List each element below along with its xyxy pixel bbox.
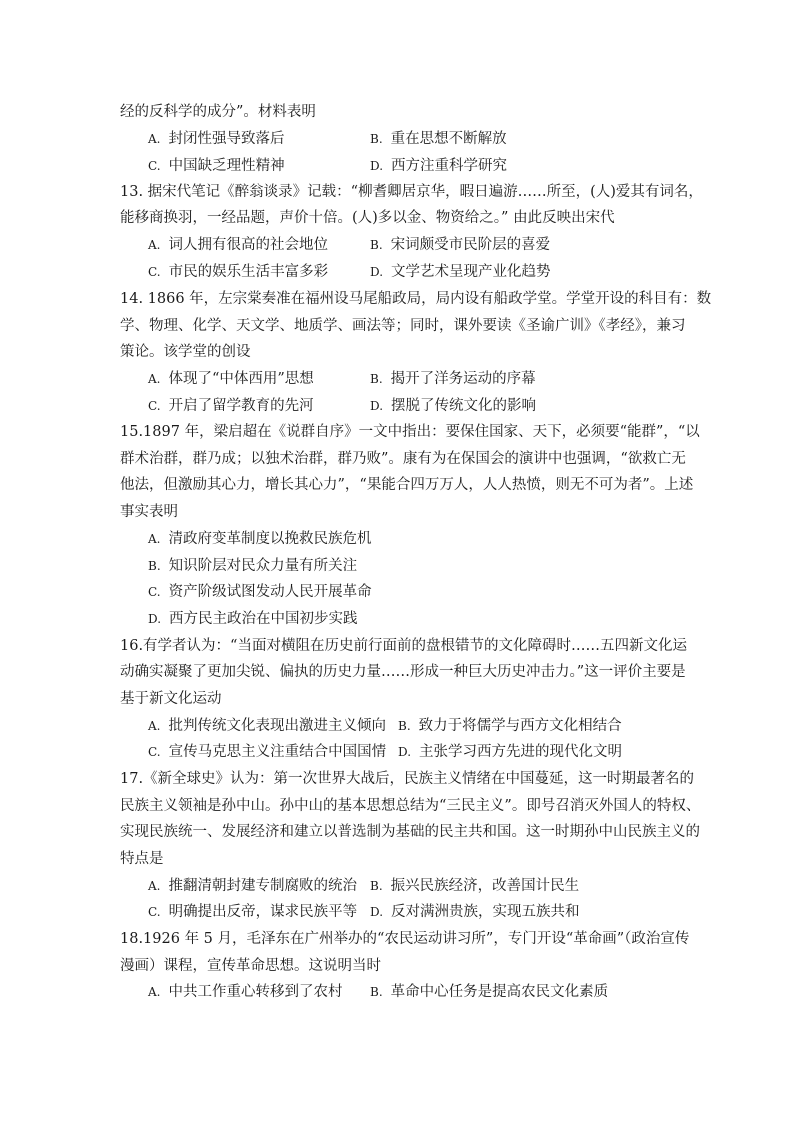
q15-option-d — [148, 610, 358, 628]
option-text: 宋词颇受市民阶层的喜爱 — [390, 237, 551, 253]
q12-option-c — [148, 157, 285, 175]
q16-option-d — [398, 743, 622, 761]
q15-stem-line-3: 他法，但激励其心力，增长其心力”，“果能合四万万人，人人热愤，则无不可为者”。上述 — [120, 477, 694, 493]
q13-option-c — [148, 263, 328, 281]
option-key: B. — [148, 559, 161, 573]
q17-option-b — [370, 877, 579, 895]
q14-option-c — [148, 397, 314, 415]
q15-stem-line-1: 15.1897 年，梁启超在《说群自序》一文中指出：要保住国家、天下，必须要“能群”，“以 — [120, 424, 700, 440]
option-text: 推翻清朝封建专制腐败的统治 — [168, 878, 357, 894]
option-key: A. — [148, 879, 161, 893]
q17-stem-line-2: 民族主义领袖是孙中山。孙中山的基本思想总结为“三民主义”。即号召消灭外国人的特权、 — [120, 798, 701, 814]
option-key: B. — [370, 879, 383, 893]
option-text: 反对满洲贵族，实现五族共和 — [391, 904, 580, 920]
q16-option-b — [398, 717, 622, 735]
option-text: 知识阶层对民众力量有所关注 — [168, 558, 358, 574]
option-key: A. — [148, 532, 161, 546]
q13-stem-line-2: 能移商换羽，一经品题，声价十倍。(人)多以金、物资给之。” 由此反映出宋代 — [120, 210, 615, 226]
q16-option-a — [148, 717, 386, 735]
option-key: B. — [370, 985, 383, 999]
option-key: C. — [148, 159, 161, 173]
option-key: C. — [148, 745, 161, 759]
q18-option-b — [370, 983, 608, 1001]
option-key: B. — [370, 372, 383, 386]
option-text: 革命中心任务是提高农民文化素质 — [390, 984, 609, 1000]
option-text: 宣传马克思主义注重结合中国国情 — [168, 744, 387, 760]
q14-stem-line-3: 策论。该学堂的创设 — [120, 344, 251, 360]
option-key: A. — [148, 132, 161, 146]
option-text: 振兴民族经济，改善国计民生 — [390, 878, 580, 894]
q14-option-a — [148, 370, 314, 388]
option-key: D. — [370, 159, 384, 173]
q18-stem-line-2: 漫画）课程，宣传革命思想。这说明当时 — [120, 958, 381, 974]
q15-option-c — [148, 583, 372, 601]
q16-option-c — [148, 743, 386, 761]
option-text: 中国缺乏理性精神 — [168, 158, 285, 174]
option-text: 致力于将儒学与西方文化相结合 — [418, 718, 622, 734]
option-key: A. — [148, 238, 161, 252]
option-key: B. — [370, 238, 383, 252]
option-key: B. — [398, 719, 411, 733]
option-key: C. — [148, 265, 161, 279]
q17-stem-line-4: 特点是 — [120, 851, 164, 867]
option-key: D. — [370, 399, 384, 413]
option-key: C. — [148, 905, 161, 919]
option-text: 揭开了洋务运动的序幕 — [390, 371, 536, 387]
option-key: D. — [370, 905, 384, 919]
option-key: A. — [148, 372, 161, 386]
option-text: 主张学习西方先进的现代化文明 — [419, 744, 623, 760]
option-text: 市民的娱乐生活丰富多彩 — [168, 264, 329, 280]
q18-option-a — [148, 983, 342, 1001]
option-text: 批判传统文化表现出激进主义倾向 — [168, 718, 386, 734]
option-text: 文学艺术呈现产业化趋势 — [391, 264, 551, 280]
q17-option-c — [148, 903, 357, 921]
q13-stem-line-1: 13. 据宋代笔记《醉翁谈录》记载：“柳耆卿居京华，暇日遍游……所至，(人)爱其有词名， — [120, 184, 703, 200]
q16-stem-line-3: 基于新文化运动 — [120, 691, 222, 707]
option-text: 封闭性强导致落后 — [168, 131, 285, 147]
q12-option-a — [148, 130, 284, 148]
q17-option-d — [370, 903, 580, 921]
option-text: 词人拥有很高的社会地位 — [168, 237, 328, 253]
option-key: C. — [148, 399, 161, 413]
option-key: D. — [148, 612, 162, 626]
option-key: D. — [398, 745, 412, 759]
q17-stem-line-1: 17.《新全球史》认为：第一次世界大战后，民族主义情绪在中国蔓延，这一时期最著名的 — [120, 771, 695, 787]
option-text: 明确提出反帝，谋求民族平等 — [168, 904, 358, 920]
q14-stem-line-2: 学、物理、化学、天文学、地质学、画法等；同时，课外要读《圣谕广训》《孝经》，兼习 — [120, 318, 686, 334]
q15-stem-line-2: 群术治群，群乃成；以独术治群，群乃败”。康有为在保国会的演讲中也强调，“欲救亡无 — [120, 451, 686, 467]
option-text: 清政府变革制度以挽救民族危机 — [168, 531, 372, 547]
option-text: 重在思想不断解放 — [390, 131, 507, 147]
q12-option-b — [370, 130, 507, 148]
q15-stem-line-4: 事实表明 — [120, 504, 178, 520]
q16-stem-line-1: 16.有学者认为：“当面对横阻在历史前行面前的盘根错节的文化障碍时……五四新文化运 — [120, 638, 687, 654]
q12-stem-tail: 经的反科学的成分”。材料表明 — [120, 104, 316, 120]
q14-option-d — [370, 397, 536, 415]
option-text: 开启了留学教育的先河 — [168, 398, 314, 414]
q15-option-b — [148, 557, 357, 575]
option-key: A. — [148, 719, 161, 733]
q17-stem-line-3: 实现民族统一、发展经济和建立以普选制为基础的民主共和国。这一时期孙中山民族主义的 — [120, 824, 700, 840]
option-text: 体现了“中体西用”思想 — [168, 371, 314, 387]
option-text: 西方注重科学研究 — [391, 158, 508, 174]
option-text: 中共工作重心转移到了农村 — [168, 984, 343, 1000]
q12-option-d — [370, 157, 507, 175]
option-key: C. — [148, 585, 161, 599]
option-text: 资产阶级试图发动人民开展革命 — [168, 584, 372, 600]
option-key: A. — [148, 985, 161, 999]
option-text: 摆脱了传统文化的影响 — [391, 398, 537, 414]
option-key: B. — [370, 132, 383, 146]
option-text: 西方民主政治在中国初步实践 — [169, 611, 358, 627]
q13-option-a — [148, 236, 328, 254]
q14-stem-line-1: 14. 1866 年，左宗棠奏准在福州设马尾船政局，局内设有船政学堂。学堂开设的科目有：数 — [120, 291, 712, 307]
q15-option-a — [148, 530, 371, 548]
option-key: D. — [370, 265, 384, 279]
q17-option-a — [148, 877, 357, 895]
q13-option-d — [370, 263, 551, 281]
q13-option-b — [370, 236, 550, 254]
q16-stem-line-2: 动确实凝聚了更加尖锐、偏执的历史力量……形成一种巨大历史冲击力。”这一评价主要是 — [120, 664, 686, 680]
q18-stem-line-1: 18.1926 年 5 月，毛泽东在广州举办的“农民运动讲习所”，专门开设“革命画”（政治宣传 — [120, 931, 690, 947]
q14-option-b — [370, 370, 536, 388]
